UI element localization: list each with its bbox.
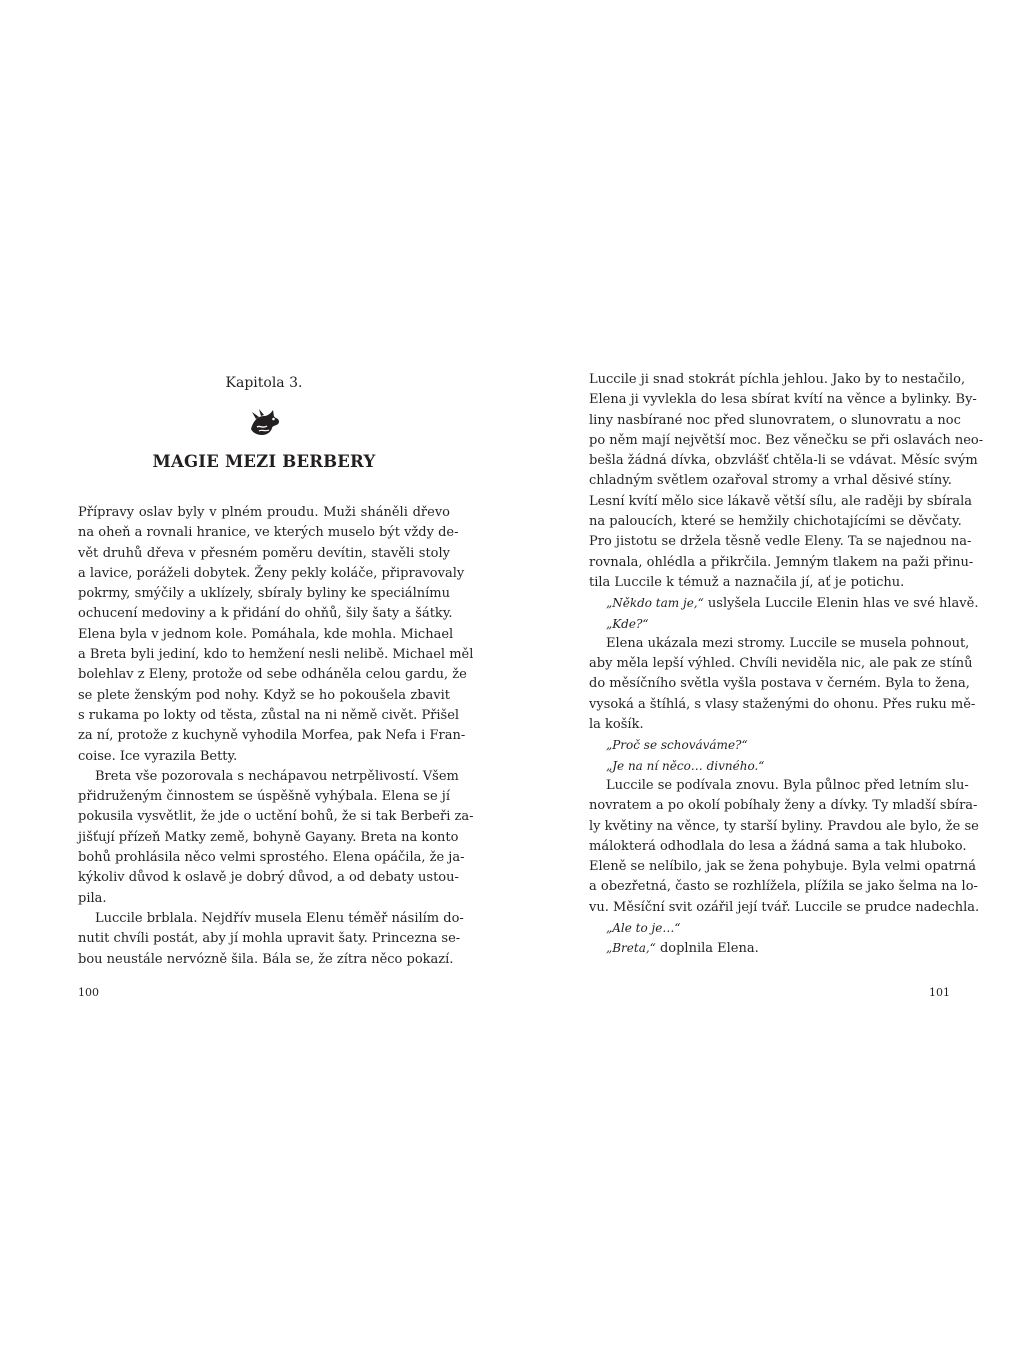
dialogue-line: „Ale to je…“	[606, 921, 681, 936]
dialogue-line	[589, 938, 949, 958]
text-line: Lesní kvítí mělo sice lákavě větší sílu, ale raději by sbírala	[589, 493, 973, 509]
text-line: Elena byla v jednom kole. Pomáhala, kde mohla. Michael	[78, 626, 454, 642]
text-line: ochucení medoviny a k přidání do ohňů, šily šaty a šátky.	[78, 606, 453, 622]
text-line: pila.	[78, 890, 107, 906]
text-line: a Breta byli jediní, kdo to hemžení nesli nelibě. Michael měl	[78, 647, 474, 663]
narration: doplnila Elena.	[655, 941, 759, 957]
chapter-title: MAGIE MEZI BERBERY	[152, 452, 376, 471]
chapter-heading	[78, 373, 450, 473]
right-page	[589, 370, 984, 959]
text-line: po něm mají největší moc. Bez věnečku se při oslavách neo-	[589, 432, 984, 448]
text-line: Luccile ji snad stokrát píchla jehlou. Jako by to nestačilo,	[589, 372, 966, 387]
dialogue-line: „Kde?“	[606, 616, 649, 631]
text-line: Pro jistotu se držela těsně vedle Eleny. Ta se najednou na-	[589, 534, 972, 550]
text-line: s rukama po lokty od těsta, zůstal na ni němě civět. Přišel	[78, 707, 460, 723]
text-line: Breta vše pozorovala s nechápavou netrpělivostí. Všem	[95, 768, 459, 784]
text-line: vět druhů dřeva v přesném poměru devítin, stavěli stoly	[78, 545, 450, 561]
telepathic-speech: „Breta,“	[606, 941, 656, 956]
text-line: tila Luccile k témuž a naznačila jí, ať je potichu.	[589, 574, 905, 590]
text-line: za ní, protože z kuchyně vyhodila Morfea, pak Nefa i Fran-	[78, 728, 466, 744]
dragon-emblem-icon	[247, 407, 281, 437]
page-number-left: 100	[78, 986, 99, 999]
text-line: bešla žádná dívka, obzvlášť chtěla-li se vdávat. Měsíc svým	[589, 453, 978, 469]
text-line: a obezřetná, často se rozhlížela, plížila se jako šelma na lo-	[589, 879, 978, 895]
text-line: Elena ukázala mezi stromy. Luccile se musela pohnout,	[606, 635, 970, 651]
dialogue-line: „Je na ní něco… divného.“	[606, 758, 765, 773]
narration: uslyšela Luccile Elenin hlas ve své hlavě.	[703, 596, 979, 612]
left-page	[78, 370, 474, 970]
text-line: Přípravy oslav byly v plném proudu. Muži sháněli dřevo	[78, 505, 450, 520]
text-line: na oheň a rovnali hranice, ve kterých muselo být vždy de-	[78, 525, 459, 541]
text-line: kýkoliv důvod k oslavě je dobrý důvod, a od debaty ustou-	[78, 870, 459, 886]
text-line: Elena ji vyvlekla do lesa sbírat kvítí na věnce a bylinky. By-	[589, 392, 977, 408]
text-line: la košík.	[589, 717, 644, 733]
text-line: přidruženým činnostem se úspěšně vyhýbala. Elena se jí	[78, 789, 450, 805]
text-line: bou neustále nervózně šila. Bála se, že zítra něco pokazí.	[78, 951, 454, 967]
text-line: na paloucích, které se hemžily chichotajícími se děvčaty.	[589, 514, 962, 530]
text-line: bolehlav z Eleny, protože od sebe odháněla celou gardu, že	[78, 667, 467, 683]
text-line: rovnala, ohlédla a přikrčila. Jemným tlakem na paži přinu-	[589, 554, 974, 570]
dialogue-line: „Proč se schováváme?“	[606, 738, 748, 753]
text-line: aby měla lepší výhled. Chvíli neviděla nic, ale pak ze stínů	[589, 656, 973, 672]
page-number-right: 101	[929, 986, 950, 999]
text-line: se plete ženským pod nohy. Když se ho pokoušela zbavit	[78, 687, 450, 703]
text-line: nutit chvíli postát, aby jí mohla upravit šaty. Princezna se-	[78, 931, 461, 947]
dialogue-line	[589, 593, 979, 613]
text-line: chladným světlem ozařoval stromy a vrhal děsivé stíny.	[589, 473, 952, 489]
text-line: pokrmy, smýčily a uklízely, sbíraly byliny ke speciálnímu	[78, 586, 450, 602]
telepathic-speech: „Někdo tam je,“	[606, 596, 704, 611]
text-line: málokterá odhodlala do lesa a žádná sama a tak hluboko.	[589, 838, 967, 854]
text-line: a lavice, poráželi dobytek. Ženy pekly koláče, připravovaly	[78, 565, 465, 581]
chapter-label: Kapitola 3.	[225, 375, 303, 391]
text-line: do měsíčního světla vyšla postava v černém. Byla to žena,	[589, 676, 970, 692]
text-line: coise. Ice vyrazila Betty.	[78, 748, 238, 764]
text-line: liny nasbírané noc před slunovratem, o slunovratu a noc	[589, 412, 961, 428]
text-line: jišťují přízeň Matky země, bohyně Gayany. Breta na konto	[78, 829, 459, 845]
text-line: novratem a po okolí pobíhaly ženy a dívky. Ty mladší sbíra-	[589, 798, 978, 814]
right-body-text	[589, 370, 984, 959]
text-line: ly květiny na věnce, ty starší byliny. Pravdou ale bylo, že se	[589, 818, 979, 834]
text-line: pokusila vysvětlit, že jde o uctění bohů, že si tak Berbeři za-	[78, 809, 474, 825]
text-line: Luccile brblala. Nejdřív musela Elenu téměř násilím do-	[95, 910, 464, 926]
text-line: vu. Měsíční svit ozářil její tvář. Luccile se prudce nadechla.	[589, 899, 980, 915]
text-line: bohů prohlásila něco velmi sprostého. Elena opáčila, že ja-	[78, 850, 465, 866]
text-line: Eleně se nelíbilo, jak se žena pohybuje. Byla velmi opatrná	[589, 859, 976, 875]
text-line: vysoká a štíhlá, s vlasy staženými do ohonu. Přes ruku mě-	[589, 696, 976, 712]
left-body-text	[78, 503, 474, 970]
text-line: Luccile se podívala znovu. Byla půlnoc před letním slu-	[606, 777, 969, 793]
